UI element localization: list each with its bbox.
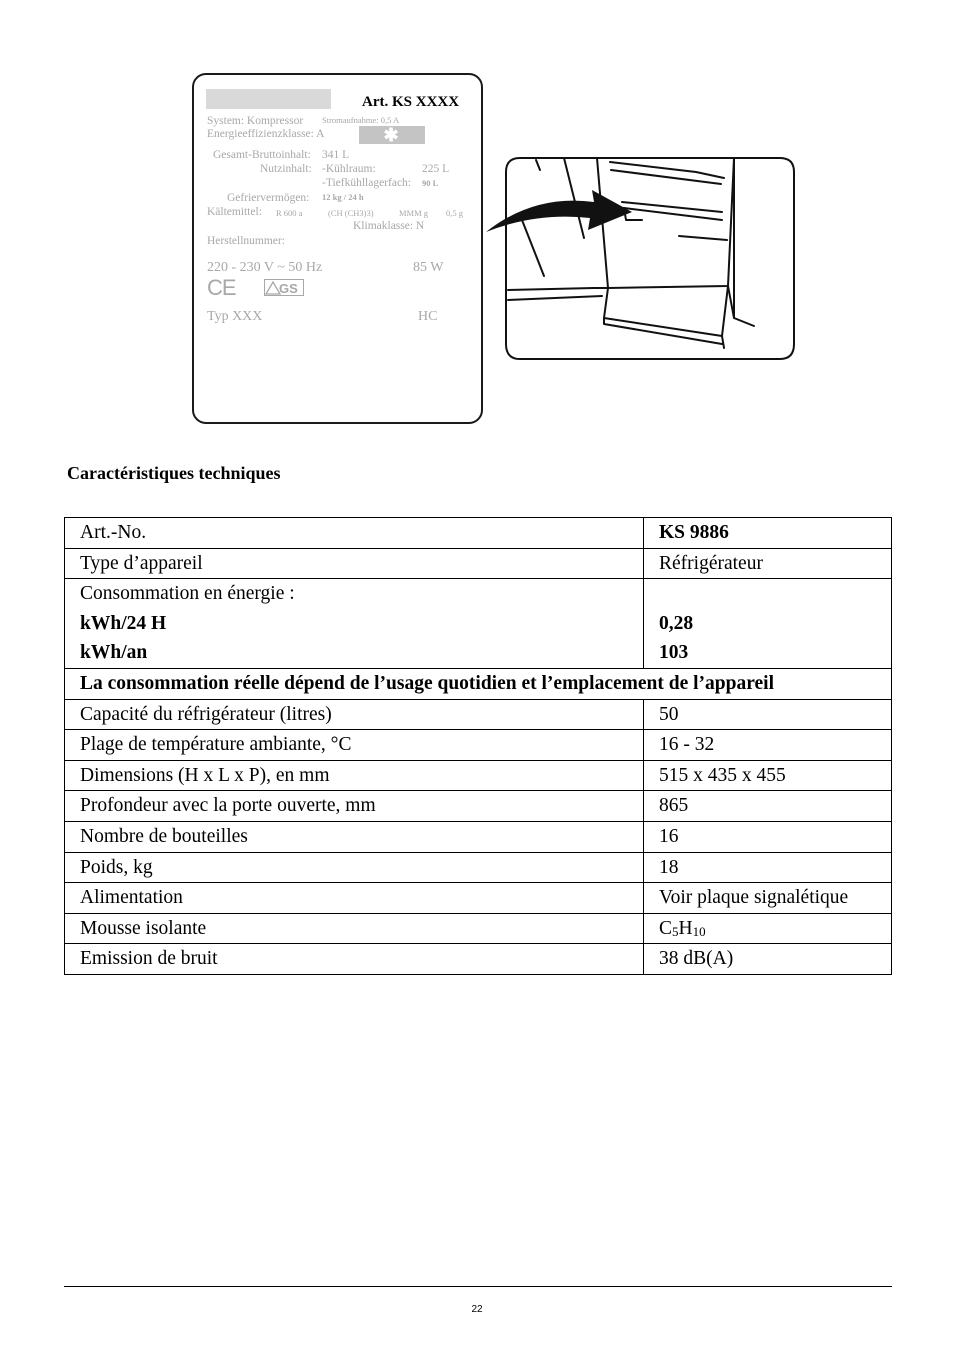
spec-value: Voir plaque signalétique (644, 883, 892, 914)
plate-voltage: 220 - 230 V ~ 50 Hz (207, 260, 323, 275)
plate-mmm-value: 0,5 g (446, 208, 463, 218)
plate-article: Art. KS XXXX (362, 94, 460, 110)
kwh-year-label: kWh/an (80, 642, 148, 664)
noise-value: 38 dB(A) (644, 944, 892, 975)
spec-label: Nombre de bouteilles (65, 821, 644, 852)
star-rating-icon: ✱ ✱✱✱ (359, 126, 425, 144)
plate-power: 85 W (413, 260, 444, 275)
energy-consumption-cell (65, 579, 644, 669)
art-number-label: Art.-No. (65, 518, 644, 549)
energy-consumption-label: Consommation en énergie : (80, 583, 295, 605)
table-row (65, 668, 892, 699)
spec-value: 515 x 435 x 455 (644, 760, 892, 791)
table-row (65, 730, 892, 761)
kwh-year-value: 103 (659, 642, 689, 664)
page-number: 22 (471, 1304, 483, 1315)
svg-text:GS: GS (279, 281, 298, 296)
spec-label: Poids, kg (65, 852, 644, 883)
specs-table (64, 517, 892, 975)
table-row (65, 548, 892, 579)
gs-mark-icon (264, 279, 304, 296)
plate-refrigerant-formula: (CH (CH3)3) (328, 208, 374, 218)
spec-label: Alimentation (65, 883, 644, 914)
spec-value: 18 (644, 852, 892, 883)
table-row (65, 699, 892, 730)
plate-refrigerant-label: Kältemittel: (207, 206, 262, 218)
plate-system: System: Kompressor (207, 115, 304, 127)
art-number-value: KS 9886 (644, 518, 892, 549)
spec-value: 16 - 32 (644, 730, 892, 761)
table-row (65, 883, 892, 914)
spec-label: Dimensions (H x L x P), en mm (65, 760, 644, 791)
table-row (65, 821, 892, 852)
table-row (65, 791, 892, 822)
spec-label: Plage de température ambiante, °C (65, 730, 644, 761)
spec-value: 16 (644, 821, 892, 852)
plate-freeze-label: -Tiefkühllagerfach: (322, 177, 411, 189)
insulation-label: Mousse isolante (65, 913, 644, 944)
plate-current: Stromaufnahme: 0,5 A (322, 115, 400, 125)
table-row (65, 579, 892, 669)
plate-label-bar (206, 89, 331, 109)
table-row (65, 944, 892, 975)
plate-climate: Klimaklasse: N (353, 220, 425, 232)
table-row (65, 760, 892, 791)
spec-value: 50 (644, 699, 892, 730)
spec-label: Profondeur avec la porte ouverte, mm (65, 791, 644, 822)
kwh-24h-label: kWh/24 H (80, 612, 167, 634)
fridge-interior-illustration (484, 150, 798, 364)
plate-net-label: Nutzinhalt: (260, 163, 312, 175)
appliance-type-value: Réfrigérateur (644, 548, 892, 579)
table-row (65, 852, 892, 883)
table-row (65, 518, 892, 549)
plate-refrigerant-value: R 600 a (276, 208, 303, 218)
rating-plate (192, 73, 483, 424)
insulation-value: $C_5H_{10}$ (644, 913, 892, 944)
consumption-note: La consommation réelle dépend de l’usage quotidien et l’emplacement de l’appareil (65, 668, 892, 699)
plate-hc: HC (418, 309, 438, 324)
energy-consumption-values (644, 579, 892, 669)
plate-capacity-label: Gefriervermögen: (227, 192, 310, 204)
plate-gross-label: Gesamt-Bruttoinhalt: (213, 149, 311, 161)
arrow-icon (486, 190, 632, 232)
spec-label: Capacité du réfrigérateur (litres) (65, 699, 644, 730)
plate-energy-class: Energieeffizienzklasse: A (207, 128, 325, 140)
ce-mark-icon: CE (207, 275, 236, 300)
plate-mmm: MMM g (399, 208, 429, 218)
noise-label: Emission de bruit (65, 944, 644, 975)
spec-value: 865 (644, 791, 892, 822)
appliance-type-label: Type d’appareil (65, 548, 644, 579)
plate-capacity-value: 12 kg / 24 h (322, 192, 364, 202)
kwh-24h-value: 0,28 (659, 612, 694, 634)
plate-gross-value: 341 L (322, 149, 350, 161)
plate-type: Typ XXX (207, 309, 263, 324)
footer-divider (64, 1286, 892, 1287)
section-heading: Caractéristiques techniques (67, 463, 281, 483)
plate-serial: Herstellnummer: (207, 235, 285, 247)
table-row (65, 913, 892, 944)
plate-cool-value: 225 L (422, 163, 450, 175)
plate-cool-label: -Kühlraum: (322, 163, 376, 175)
plate-freeze-value: 90 L (422, 178, 439, 188)
